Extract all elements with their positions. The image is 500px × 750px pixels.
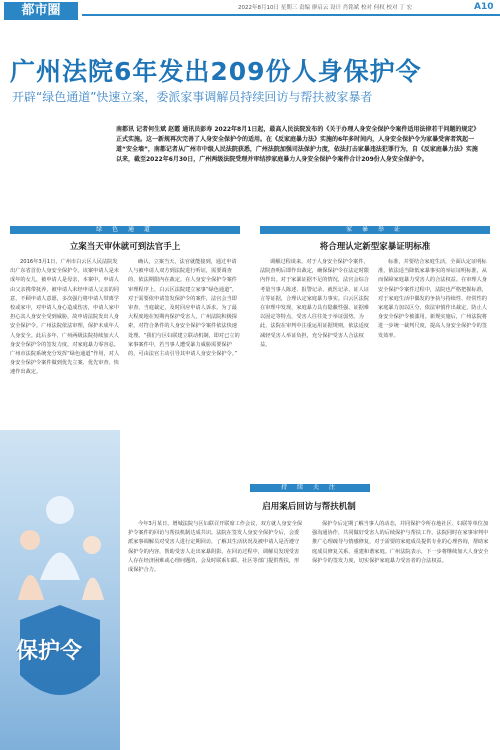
- article-subtitle: 开辟“绿色通道”快速立案，委派家事调解员持续回访与帮扶被家暴者: [12, 90, 373, 104]
- column-5: [128, 520, 303, 745]
- column-3: [260, 258, 372, 478]
- column-1: [10, 258, 122, 428]
- column-5-text: 今年3月某日，增城法院与区妇联召开联席工作会议，双方就人身安全保护令案件的回访与帮扶机制达成共识。法院在签发人身安全保护令后，会委派家事调解员对受害人进行定期回访，了解其生活状况及被申请人是否遵守保护令的内容，帮助受害人走出家暴阴影。在回访过程中，调解员发现受害人存在经济困难或心理问题的，会及时联系妇联、社区等部门提供帮扶，形成保护合力。: [128, 521, 303, 574]
- article-lead: 南都讯 记者何生斌 赵霞 通讯员彭寿 2022年8月1日起，最高人民法院发布的《关于办理人身安全保护令案件适用法律若干问题的规定》正式实施。这一新规再次完善了人身安全保护令的适用。在《反家庭暴力法》实施的6年多时间内，人身安全保护令为家暴受害者筑起一道“安全墙”，南都记者从广州市中级人民法院获悉，广州法院加强司法保护力度，依法打击家暴违法犯罪行为，自《反家庭暴力法》实施以来，截至2022年6月30日，广州两级法院受理并审结涉家庭暴力人身安全保护令案件合计209份人身安全保护令。: [116, 126, 480, 163]
- illustration-label: 保护令: [16, 639, 83, 664]
- section-evidence: [260, 226, 490, 252]
- section-tag-evidence: 家 暴 举 证: [260, 226, 490, 234]
- column-6: [312, 520, 490, 745]
- column-3-text: 调解过程谈来，对于人身安全保护令案件，法院查明后即作出裁定，确保保护令在法定时限内作出。对于家暴证据不足的情况，法官会综合考量当事人陈述、报警记录、就医记录、证人证言等证据，合理认定家庭暴力事实。白云区法院在审理中发现，家庭暴力具有隐蔽性强、证据难以固定等特点，受害人往往处于举证弱势。为此，法院在审判中注重运用证据规则，依法适度减轻受害人举证负担，充分保护受害人合法权益。: [260, 259, 369, 348]
- edition-info: 2022年8月10日 星期三 责编 廖启云 设计 肖铭斌 校对 何权 校对 丁 宏: [238, 5, 412, 11]
- header-rule: [82, 14, 500, 16]
- column-6-text: 保护令后定期了解当事人的动态，并同保护令所在地社区、妇联等单位加强沟通协作，共同做好受害人的后续保护与帮扶工作。法院同时在家事审判中推广心理疏导与情感修复，对于需要的家庭成员提供专业的心理咨询，帮助家庭成员修复关系、重建和谐家庭。广州法院表示，下一步将继续加大人身安全保护令的签发力度，切实保护家庭暴力受害者的合法权益。: [312, 521, 489, 564]
- section-heading-followup: 启用案后回访与帮扶机制: [262, 502, 356, 512]
- family-illustration: [0, 430, 120, 750]
- section-tag-green: 绿 色 通 道: [10, 226, 240, 234]
- column-4-text: 标准，并要结合家庭生活，全面认定证明标准，依法适当降低家暴事实的举证证明标准，从而保障家庭暴力受害人的合法权益。在审理人身安全保护令案件过程中，法院也严格把握标准，对于家庭生活中偶发的争执与持续性、经常性的家庭暴力加以区分，依法审慎作出裁定，防止人身安全保护令被滥用。新规实施后，广州法院将进一步统一裁判尺度，提高人身安全保护令的签发效率。: [378, 259, 487, 339]
- column-1-text: 2016年3月1日，广州市白云区人民法院发出广东省首份人身安全保护令。该案申请人是未成年的女儿，被申请人是母亲，本案中，申请人由父亲携带抚养，被申请人未经申请人父亲的同意，不顾申请人意愿，多次强行将申请人带离学校或家中，对申请人身心造成伤害，申请人家中担心其人身安全受到威胁，故申请法院发出人身安全保护令。广州法院依法审理，保护未成年人人身安全。此后多年，广州两级法院持续加大人身安全保护令的签发力度，对家庭暴力零容忍。广州市法院系统充分发挥“绿色通道”作用，对人身安全保护令案件做到优先立案、优先审查、快速作出裁定。: [10, 259, 120, 376]
- protection-order-illustration: [0, 430, 120, 750]
- section-followup-heading: [128, 494, 490, 512]
- column-2-text: 确认，立案当天，法官就能接到，通过申请人与被申请人双方到法院进行听证，需要调查的，依法期限内在裁定。在人身安全保护令案件审理程序上，白云区法院建立家事“绿色通道”，对于需要依申请签发保护令的案件，法官会当即审查、当庭裁定，及时回应申请人诉求。为了最大程度地在短期内保护受害人，广州法院积极探索，对符合条件的人身安全保护令案件依法快速处理。“我们与区妇联建立联动机制，即对已立的家事案件中，若当事人遭受暴力威胁需要保护的，可由法官主动引导其申请人身安全保护令。”: [128, 259, 240, 358]
- column-4: [378, 258, 490, 478]
- section-followup: [250, 484, 370, 492]
- section-tag: 都市圈: [4, 2, 78, 20]
- newspaper-header: [0, 0, 500, 22]
- page-number: A10: [474, 2, 494, 12]
- article-title: 广州法院6年发出209份人身保护令: [10, 57, 422, 86]
- section-heading-green: 立案当天审休就可到法官手上: [69, 242, 181, 252]
- section-heading-evidence: 将合理认定新型家暴证明标准: [319, 242, 431, 252]
- section-tag-followup: 持 续 关 注: [250, 484, 370, 492]
- column-2: [128, 258, 240, 478]
- section-green-channel: [10, 226, 240, 252]
